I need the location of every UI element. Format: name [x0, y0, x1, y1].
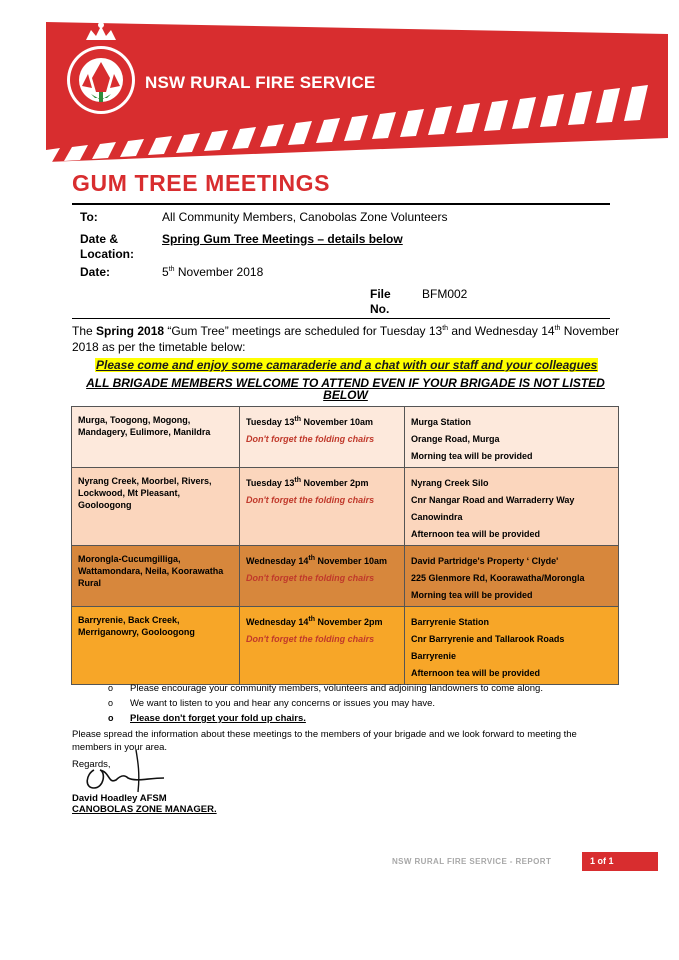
document-title: GUM TREE MEETINGS: [72, 170, 331, 196]
page-number: 1 of 1: [582, 852, 658, 871]
footer-label: NSW RURAL FIRE SERVICE - REPORT: [392, 857, 552, 866]
divider: [72, 203, 610, 205]
venue-cell: David Partridge's Property ‘ Clyde' 225 Glenmore Rd, Koorawatha/Morongla Morning tea will be provided: [405, 546, 619, 607]
org-name: NSW RURAL FIRE SERVICE: [145, 73, 376, 92]
camaraderie-invite: Please come and enjoy some camaraderie and a chat with our staff and your colleagues: [96, 358, 598, 372]
chairs-reminder: Don't forget the folding chairs: [246, 573, 375, 583]
list-item: o We want to listen to you and hear any concerns or issues you may have.: [108, 696, 543, 711]
time-cell: Tuesday 13th November 10am Don't forget the folding chairs: [240, 407, 405, 468]
file-number: BFM002: [422, 287, 468, 301]
signatory-name: David Hoadley AFSM: [72, 793, 167, 804]
to-label: To:: [80, 210, 98, 224]
table-row: [72, 607, 619, 685]
chairs-reminder: Don't forget the folding chairs: [246, 495, 375, 505]
chairs-reminder: Don't forget the folding chairs: [246, 634, 375, 644]
brigades-cell: Murga, Toogong, Mogong, Mandagery, Eulimore, Manildra: [72, 407, 240, 468]
chairs-reminder: Don't forget the folding chairs: [246, 434, 375, 444]
venue-cell: Murga Station Orange Road, Murga Morning tea will be provided: [405, 407, 619, 468]
time-cell: Wednesday 14th November 10am Don't forget the folding chairs: [240, 546, 405, 607]
table-row: [72, 468, 619, 546]
all-members-notice: ALL BRIGADE MEMBERS WELCOME TO ATTEND EVEN IF YOUR BRIGADE IS NOT LISTED BELOW: [86, 376, 605, 402]
to-value: All Community Members, Canobolas Zone Volunteers: [162, 210, 448, 224]
venue-cell: Nyrang Creek Silo Cnr Nangar Road and Warraderry Way Canowindra Afternoon tea will be provided: [405, 468, 619, 546]
closing-paragraph: Please spread the information about these meetings to the members of your brigade and we look forward to meeting the members in your area.: [72, 729, 577, 753]
signature: [80, 748, 170, 796]
date-value: 5th November 2018: [162, 265, 264, 279]
intro-paragraph: The Spring 2018 “Gum Tree” meetings are scheduled for Tuesday 13th and Wednesday 14th November 2018 as per the timetable below:: [72, 324, 620, 354]
date-location-label: Date & Location:: [80, 232, 134, 261]
table-row: [72, 407, 619, 468]
bullet-list: [108, 681, 543, 726]
schedule-table: [71, 406, 619, 685]
venue-cell: Barryrenie Station Cnr Barryrenie and Tallarook Roads Barryrenie Afternoon tea will be provided: [405, 607, 619, 685]
time-cell: Tuesday 13th November 2pm Don't forget the folding chairs: [240, 468, 405, 546]
table-row: [72, 546, 619, 607]
file-label: File No.: [370, 287, 391, 316]
regards: Regards,: [72, 759, 111, 770]
highlight-line: [95, 356, 598, 374]
time-cell: Wednesday 14th November 2pm Don't forget the folding chairs: [240, 607, 405, 685]
brigades-cell: Nyrang Creek, Moorbel, Rivers, Lockwood, Mt Pleasant, Gooloogong: [72, 468, 240, 546]
brigades-cell: Barryrenie, Back Creek, Merriganowry, Gooloogong: [72, 607, 240, 685]
date-location-value: Spring Gum Tree Meetings – details below: [162, 232, 403, 246]
divider: [72, 318, 610, 319]
date-label: Date:: [80, 265, 111, 279]
signatory-role: CANOBOLAS ZONE MANAGER.: [72, 804, 217, 815]
list-item: o Please don't forget your fold up chairs.: [108, 711, 543, 726]
list-item: o Please encourage your community members, volunteers and adjoining landowners to come along.: [108, 681, 543, 696]
brigades-cell: Morongla-Cucumgilliga, Wattamondara, Neila, Koorawatha Rural: [72, 546, 240, 607]
